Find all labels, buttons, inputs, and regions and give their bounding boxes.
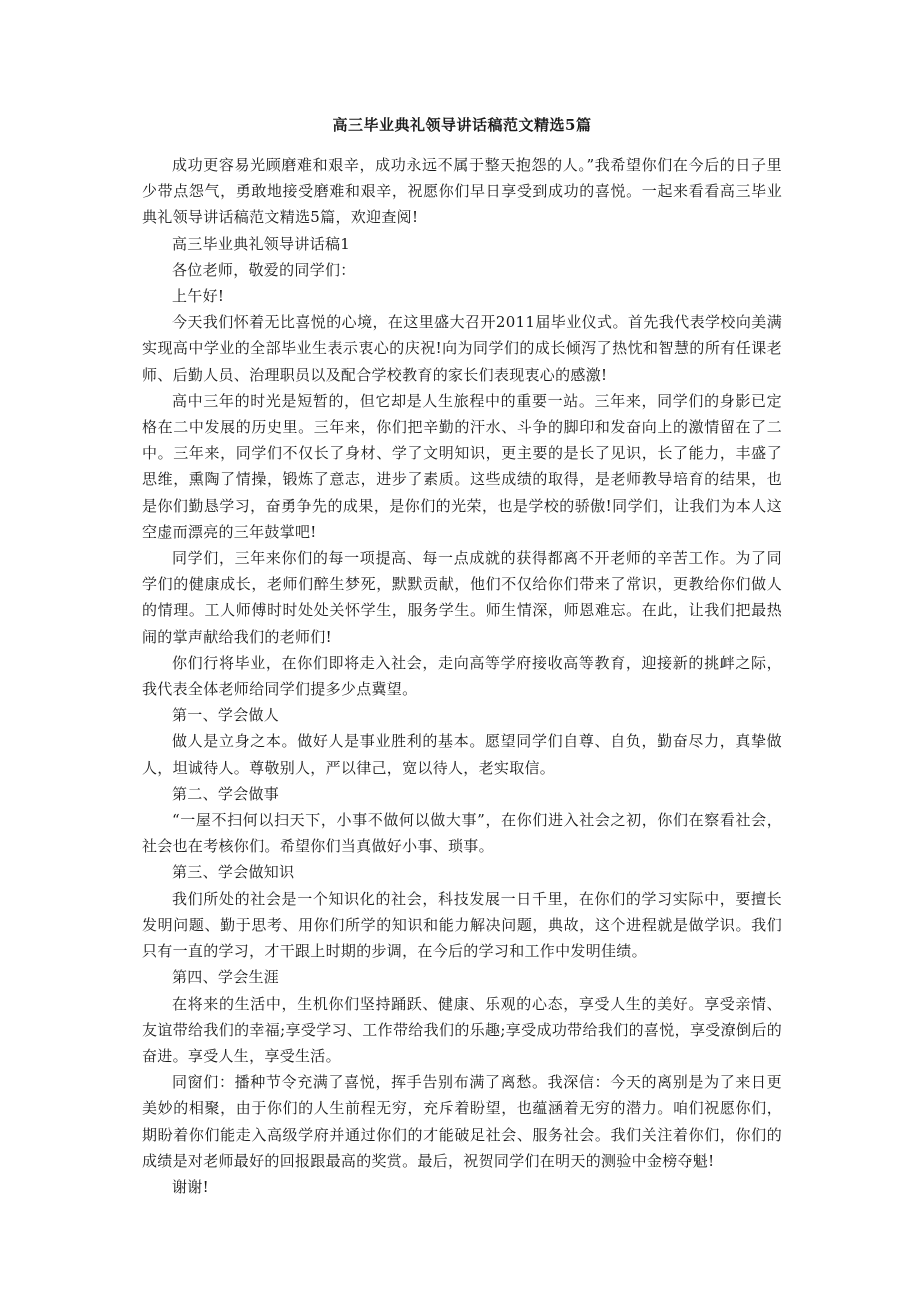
paragraph: 做人是立身之本。做好人是事业胜利的基本。愿望同学们自尊、自负，勤奋尽力，真挚做人，坦诚待人。尊敬别人，严以律己，宽以待人，老实取信。 [142, 732, 782, 777]
paragraph: 你们行将毕业，在你们即将走入社会，走向高等学府接收高等教育，迎接新的挑衅之际，我代表全体老师给同学们提多少点冀望。 [142, 653, 782, 699]
paragraph: 在将来的生活中，生机你们坚持踊跃、健康、乐观的心态，享受人生的美好。享受亲情、友谊带给我们的幸福;享受学习、工作带给我们的乐趣;享受成功带给我们的喜悦，享受潦倒后的奋进。享受人生，享受生活。 [142, 994, 782, 1065]
document-page [142, 112, 782, 1200]
closing: 谢谢! [172, 1177, 209, 1196]
paragraph: “一屋不扫何以扫天下，小事不做何以做大事”，在你们进入社会之初，你们在察看社会，社会也在考核你们。希望你们当真做好小事、琐事。 [142, 811, 782, 856]
paragraph: 高中三年的时光是短暂的，但它却是人生旅程中的重要一站。三年来，同学们的身影已定格在二中发展的历史里。三年来，你们把辛勤的汗水、斗争的脚印和发奋向上的激情留在了二中。三年来，同学们不仅长了身材、学了文明知识，更主要的是长了见识，长了能力，丰盛了思维，熏陶了情操，锻炼了意志，进步了素质。这些成绩的取得，是老师教导培育的结果，也是你们勤恳学习，奋勇争先的成果，是你们的光荣，也是学校的骄傲!同学们，让我们为本人这空虚而漂亮的三年鼓掌吧! [142, 391, 782, 541]
speech-heading: 高三毕业典礼领导讲话稿1 [172, 234, 351, 253]
salutation: 各位老师，敬爱的同学们： [172, 260, 356, 279]
section-heading: 第三、学会做知识 [172, 863, 295, 882]
section-heading: 第四、学会生涯 [172, 968, 280, 987]
paragraph: 我们所处的社会是一个知识化的社会，科技发展一日千里，在你们的学习实际中，要擅长发明问题、勤于思考、用你们所学的知识和能力解决问题，典故，这个进程就是做学识。我们只有一直的学习，才干跟上时期的步调，在今后的学习和工作中发明佳绩。 [142, 889, 782, 961]
document-title: 高三毕业典礼领导讲话稿范文精选5篇 [332, 116, 592, 134]
greeting: 上午好! [172, 287, 225, 306]
paragraph: 同学们，三年来你们的每一项提高、每一点成就的获得都离不开老师的辛苦工作。为了同学们的健康成长，老师们醉生梦死，默默贡献，他们不仅给你们带来了常识，更教给你们做人的情理。工人师傅时时处处关怀学生，服务学生。师生情深，师恩难忘。在此，让我们把最热闹的掌声献给我们的老师们! [142, 549, 782, 646]
section-heading: 第一、学会做人 [172, 706, 280, 725]
paragraph: 今天我们怀着无比喜悦的心境，在这里盛大召开2011届毕业仪式。首先我代表学校向美满实现高中学业的全部毕业生表示衷心的庆祝!向为同学们的成长倾泻了热忱和智慧的所有任课老师、后勤人员、治理职员以及配合学校教育的家长们表现衷心的感激! [142, 313, 782, 384]
paragraph: 同窗们：播种节令充满了喜悦，挥手告别布满了离愁。我深信：今天的离别是为了来日更美妙的相聚，由于你们的人生前程无穷，充斥着盼望，也蕴涵着无穷的潜力。咱们祝愿你们，期盼着你们能走入高级学府并通过你们的才能破足社会、服务社会。我们关注着你们，你们的成绩是对老师最好的回报跟最高的奖赏。最后，祝贺同学们在明天的测验中金榜夺魁! [142, 1073, 782, 1170]
intro-paragraph: 成功更容易光顾磨难和艰辛，成功永远不属于整天抱怨的人。”我希望你们在今后的日子里少带点怨气，勇敢地接受磨难和艰辛，祝愿你们早日享受到成功的喜悦。一起来看看高三毕业典礼领导讲话稿范文精选5篇，欢迎查阅! [142, 156, 782, 227]
section-heading: 第二、学会做事 [172, 784, 280, 803]
